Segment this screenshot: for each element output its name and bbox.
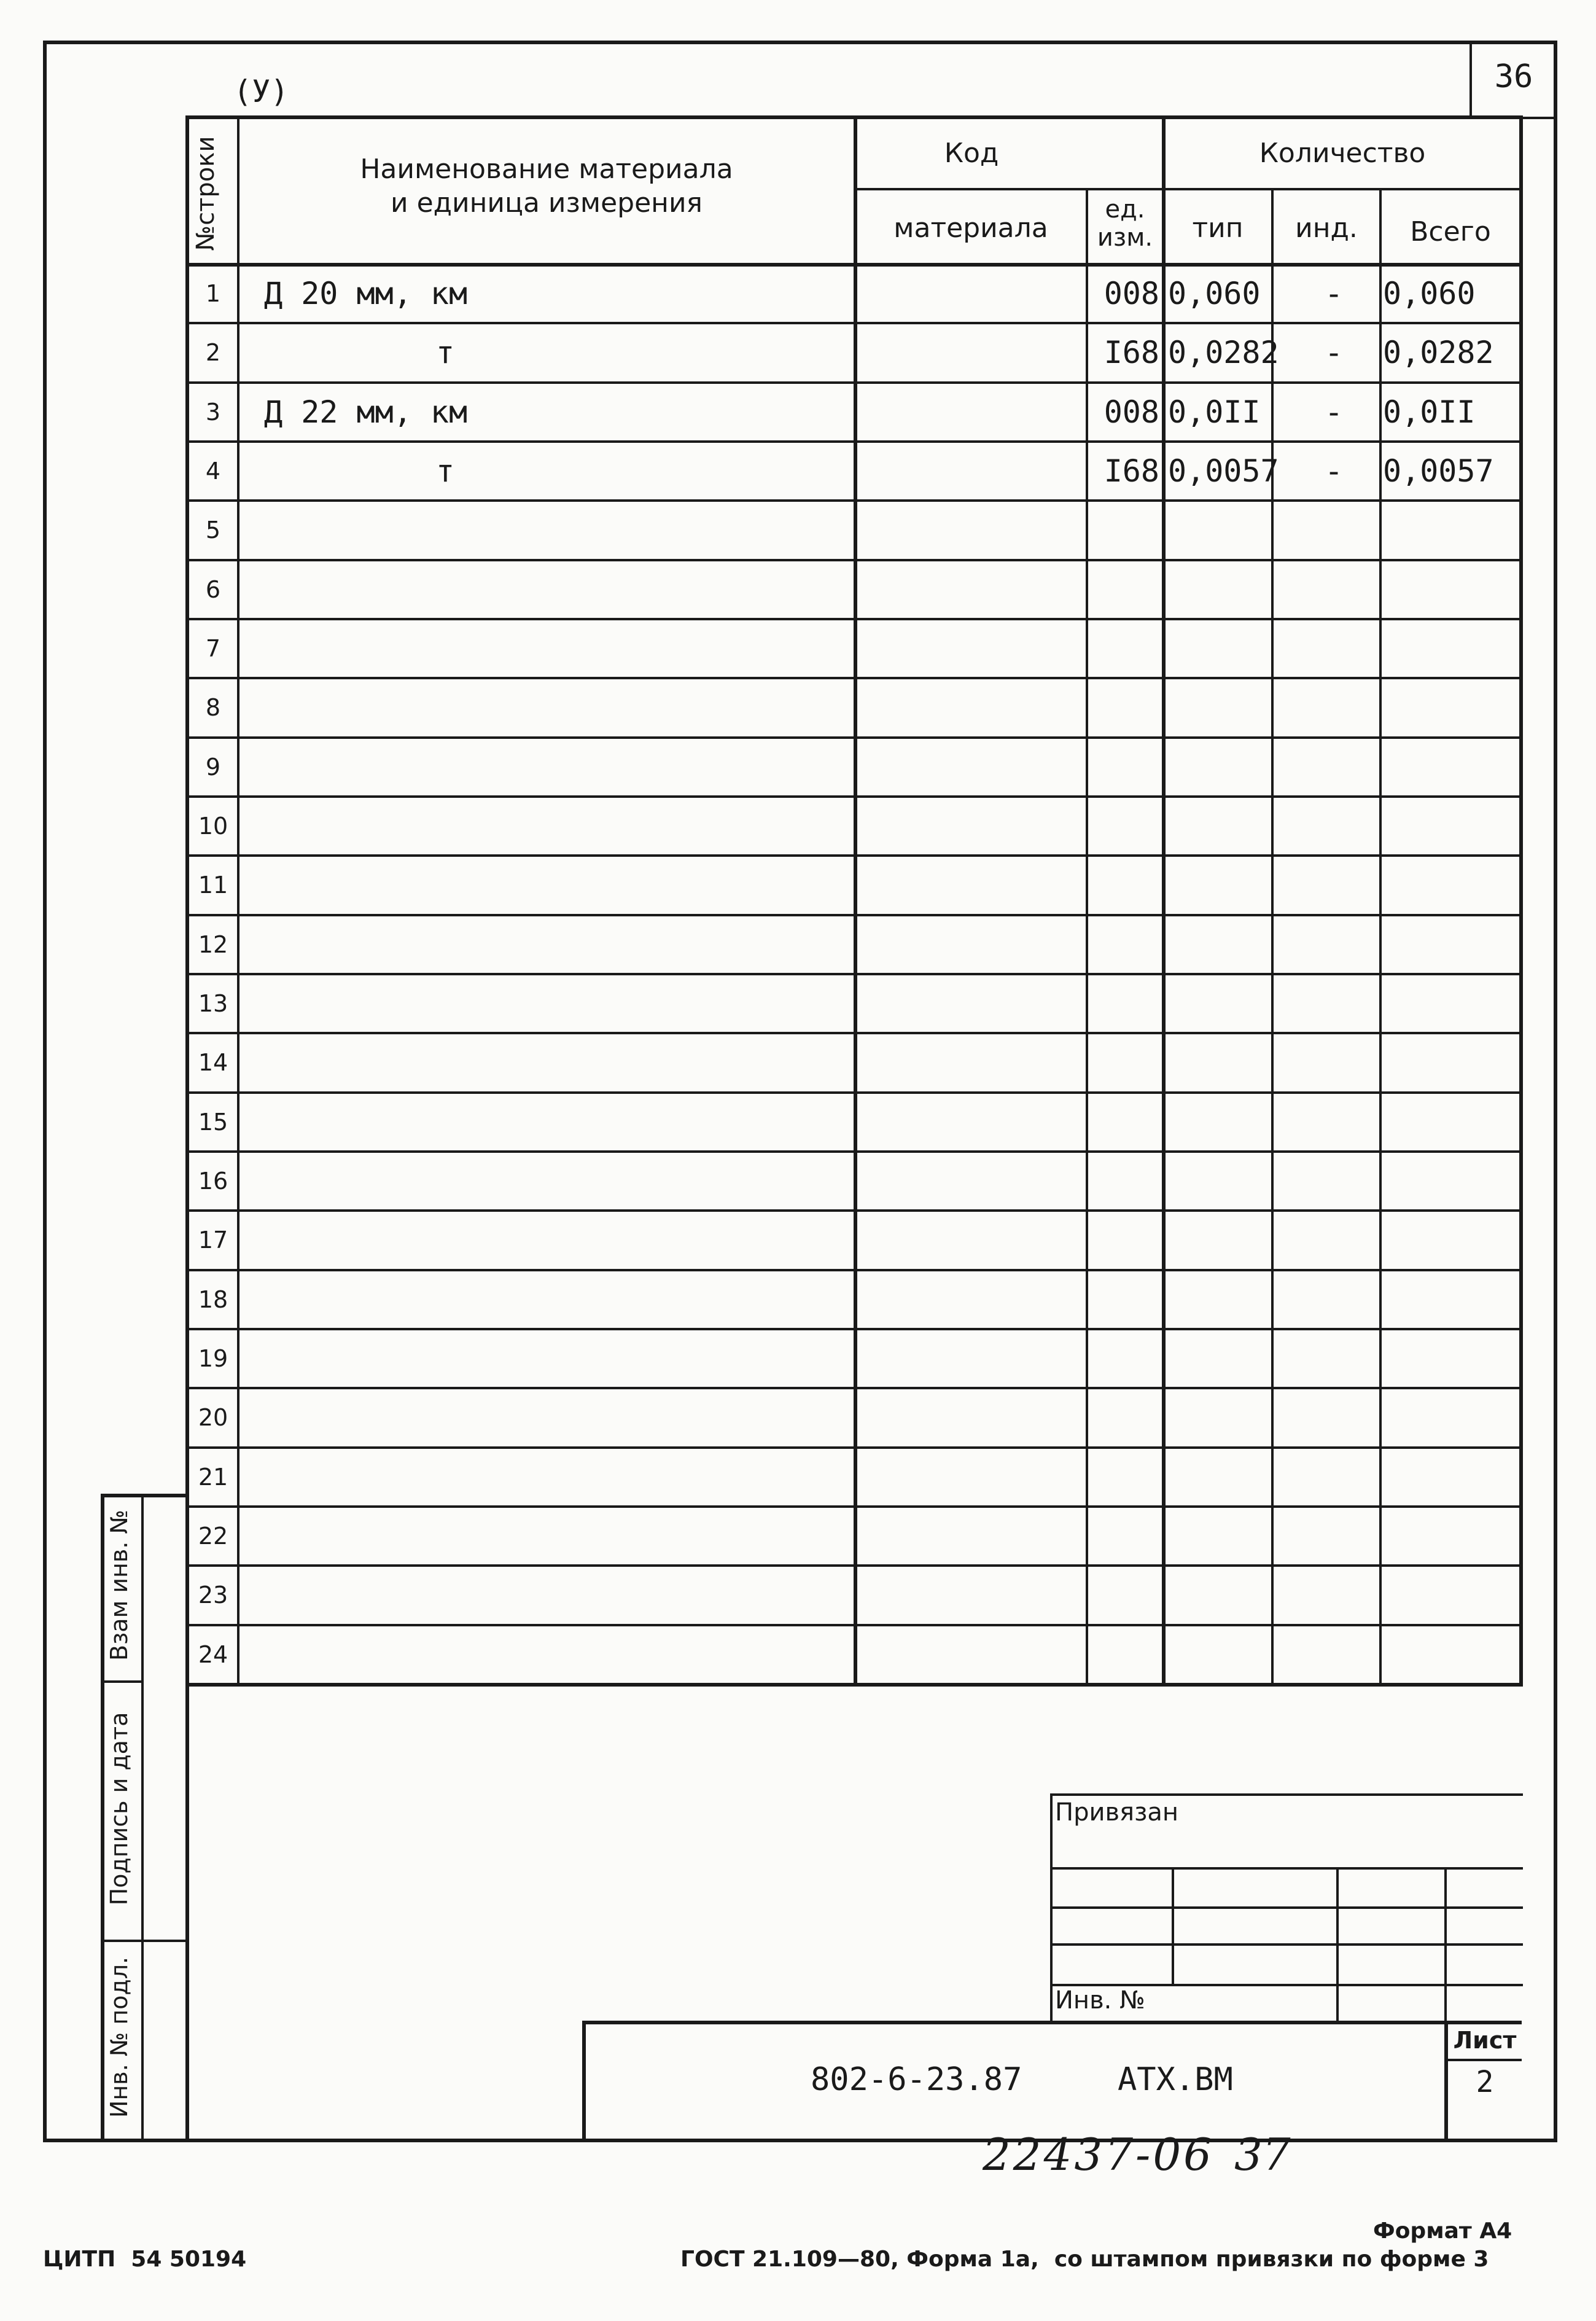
row-number: 2	[205, 339, 221, 367]
row-number: 3	[205, 398, 221, 426]
quantity-type: 0,0282	[1168, 335, 1279, 371]
header-row-number: №строки	[192, 136, 220, 251]
row-number: 18	[198, 1285, 228, 1313]
quantity-individual: -	[1324, 335, 1344, 371]
bound-label: Привязан	[1055, 1798, 1179, 1827]
inventory-number-label: Инв. №	[1055, 1986, 1145, 2015]
quantity-individual: -	[1324, 453, 1344, 489]
row-number: 6	[205, 575, 221, 603]
label-original-inventory: Инв. № подл.	[106, 1956, 133, 2118]
header-individual: инд.	[1295, 213, 1358, 244]
quantity-individual: -	[1324, 394, 1344, 430]
gost-reference: ГОСТ 21.109—80, Форма 1а, со штампом привязки по форме 3	[680, 2247, 1489, 2272]
sheet-number-top: 36	[1494, 58, 1533, 95]
row-number: 23	[198, 1582, 228, 1609]
quantity-total: 0,0057	[1383, 453, 1494, 489]
header-total: Всего	[1410, 216, 1491, 248]
quantity-type: 0,060	[1168, 276, 1261, 311]
header-code: Код	[944, 138, 999, 169]
header-unit: ед. изм.	[1097, 195, 1153, 252]
row-number: 14	[198, 1049, 228, 1077]
quantity-total: 0,0II	[1383, 394, 1476, 430]
quantity-total: 0,0282	[1383, 335, 1494, 371]
label-signature-date: Подпись и дата	[106, 1712, 133, 1906]
unit-code: 008	[1104, 394, 1159, 430]
row-number: 19	[198, 1345, 228, 1372]
quantity-individual: -	[1324, 276, 1344, 311]
header-material-code: материала	[893, 213, 1048, 244]
row-number: 12	[198, 930, 228, 958]
org-code: ЦИТП 54 50194	[43, 2247, 247, 2272]
row-number: 24	[198, 1640, 228, 1668]
row-number: 9	[205, 753, 221, 781]
row-number: 22	[198, 1523, 228, 1550]
row-number: 16	[198, 1168, 228, 1195]
row-number: 15	[198, 1108, 228, 1136]
row-number: 1	[205, 280, 221, 307]
row-number: 17	[198, 1227, 228, 1254]
row-number: 7	[205, 635, 221, 662]
material-name: т	[436, 335, 455, 371]
material-name: Д 20 мм, км	[264, 276, 468, 311]
sheet-value: 2	[1476, 2065, 1494, 2099]
handwritten-page-number: 37	[1234, 2129, 1291, 2180]
unit-code: I68	[1104, 453, 1159, 489]
material-name: Д 22 мм, км	[264, 394, 468, 430]
label-replaced-inventory: Взам инв. №	[106, 1510, 133, 1661]
row-number: 10	[198, 813, 228, 840]
format-label: Формат А4	[1373, 2218, 1512, 2244]
quantity-type: 0,0057	[1168, 453, 1279, 489]
unit-code: I68	[1104, 335, 1159, 371]
quantity-type: 0,0II	[1168, 394, 1261, 430]
header-quantity: Количество	[1259, 138, 1426, 169]
row-number: 5	[205, 517, 221, 544]
row-number: 20	[198, 1404, 228, 1432]
document-mark: АТХ.ВМ	[1118, 2061, 1233, 2098]
header-type: тип	[1192, 213, 1244, 244]
table-marker: (У)	[233, 74, 289, 109]
sheet-label: Лист	[1453, 2027, 1517, 2054]
unit-code: 008	[1104, 276, 1159, 311]
row-number: 4	[205, 458, 221, 485]
document-code: 802-6-23.87	[811, 2061, 1022, 2098]
row-number: 8	[205, 694, 221, 722]
material-name: т	[436, 453, 455, 489]
row-number: 21	[198, 1463, 228, 1491]
row-number: 13	[198, 990, 228, 1017]
quantity-total: 0,060	[1383, 276, 1476, 311]
header-name: Наименование материала и единица измерения	[360, 154, 733, 219]
row-number: 11	[198, 872, 228, 899]
handwritten-order-number: 22437-06	[983, 2129, 1214, 2180]
